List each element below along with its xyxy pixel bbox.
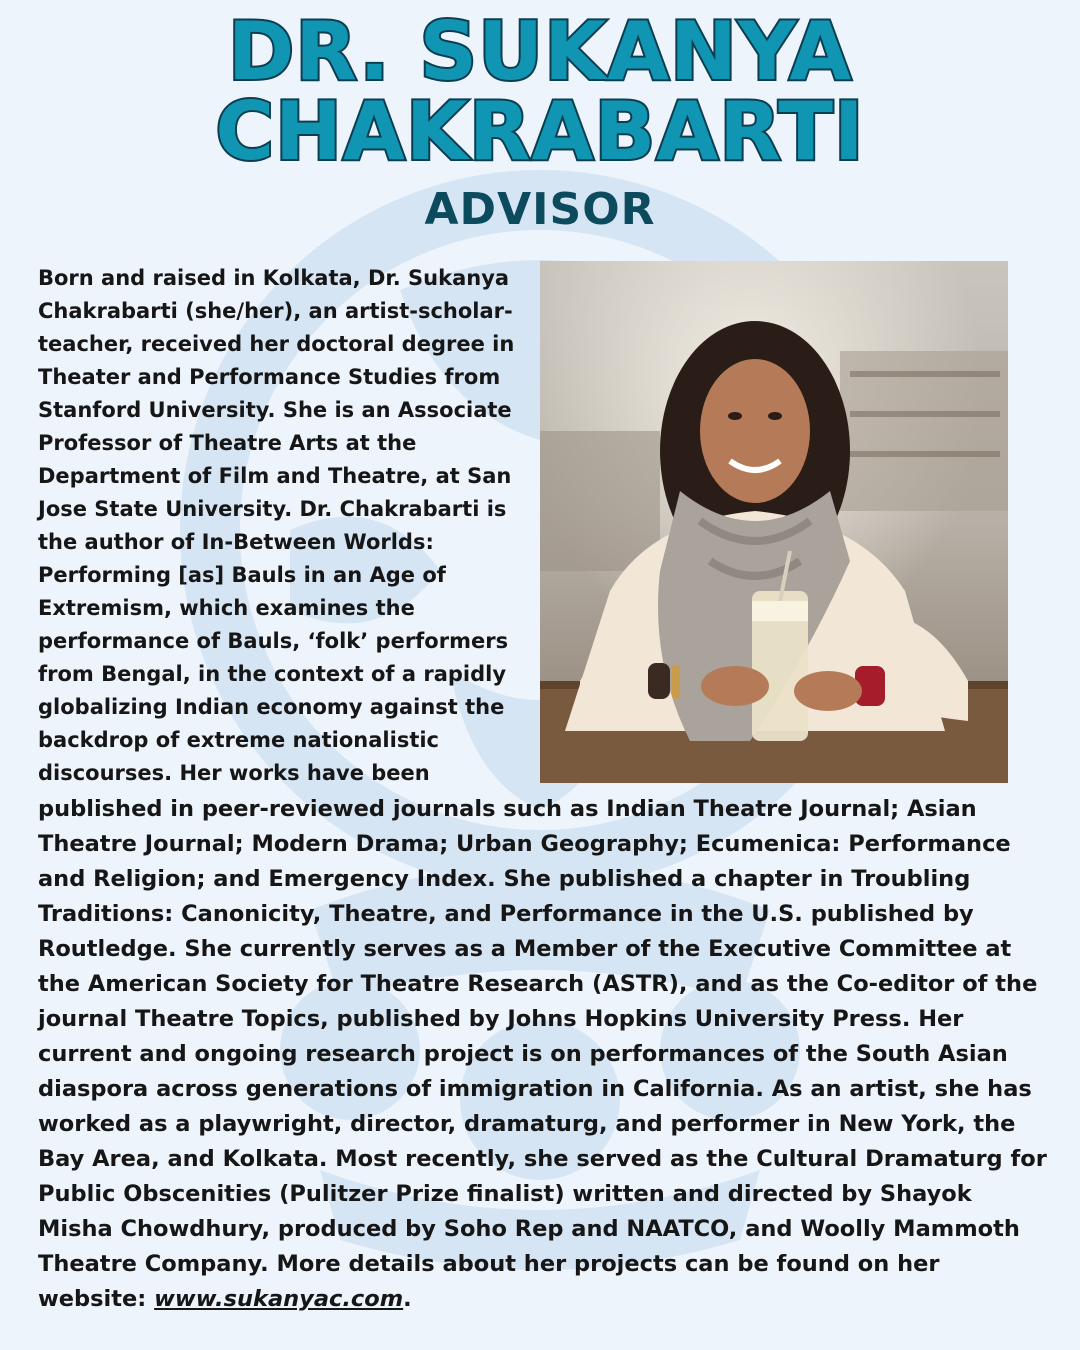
bio-paragraph-bottom (38, 792, 1052, 1317)
bio-bottom-text: published in peer-reviewed journals such as Indian Theatre Journal; Asian Theatre Journal; Modern Drama; Urban Geography; Ecumenica: Performance and Religion; and Emergency Index. She published a chapter in Troubling Traditions: Canonicity, Theatre, and Performance in the U.S. published by Routledge. She currently serves as a Member of the Executive Committee at the American Society for Theatre Research (ASTR), and as the Co-editor of the journal Theatre Topics, published by Johns Hopkins University Press. Her current and ongoing research project is on performances of the South Asian diaspora across generations of immigration in California. As an artist, she has worked as a playwright, director, dramaturg, and performer in New York, the Bay Area, and Kolkata. Most recently, she served as the Cultural Dramaturg for Public Obscenities (Pulitzer Prize finalist) written and directed by Shayok Misha Chowdhury, produced by Soho Rep and NAATCO, and Woolly Mammoth Theatre Company. More details about her projects can be found on her website: (38, 796, 1047, 1312)
bio-paragraph-top: Born and raised in Kolkata, Dr. Sukanya Chakrabarti (she/her), an artist-scholar-teacher, received her doctoral degree in Theater and Performance Studies from Stanford University. She is an Associate Professor of Theatre Arts at the Department of Film and Theatre, at San Jose State University. Dr. Chakrabarti is the author of In-Between Worlds: Performing [as] Bauls in an Age of Extremism, which examines the performance of Bauls, ‘folk’ performers from Bengal, in the context of a rapidly globalizing Indian economy against the backdrop of extreme nationalistic discourses. Her works have been (38, 266, 515, 785)
name-line-1: DR. SUKANYA (227, 5, 853, 98)
website-link[interactable]: www.sukanyac.com (154, 1286, 404, 1312)
name-line-2: CHAKRABARTI (215, 85, 865, 178)
role-heading: ADVISOR (424, 184, 656, 235)
portrait-photo (540, 261, 1008, 783)
closing-period: . (403, 1286, 412, 1312)
